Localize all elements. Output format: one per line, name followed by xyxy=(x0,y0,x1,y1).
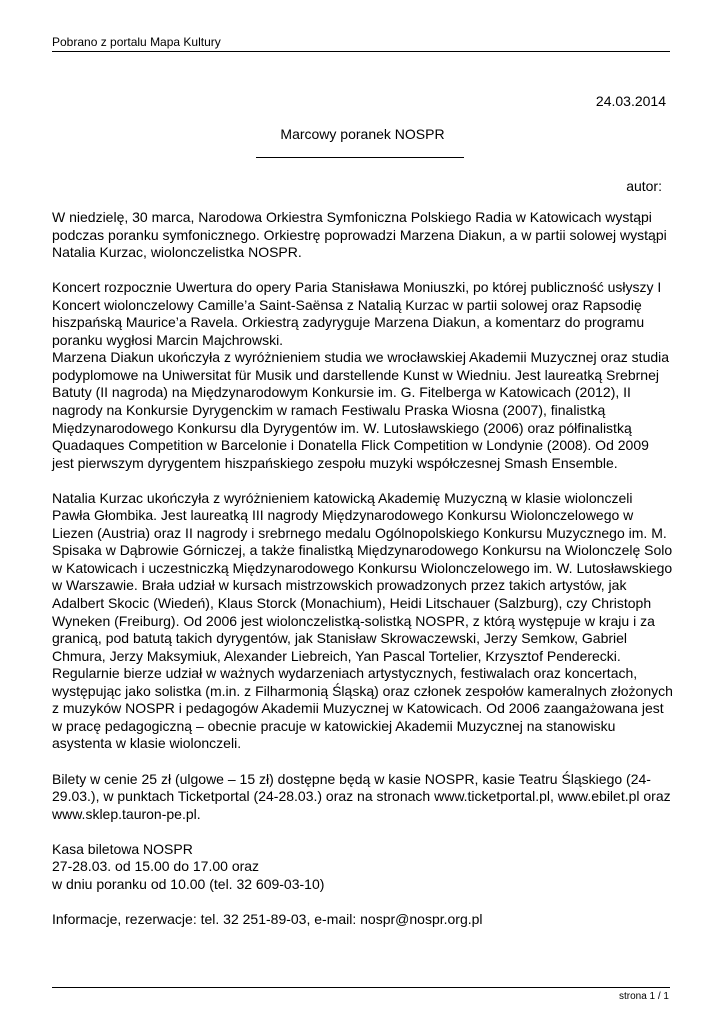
document-date: 24.03.2014 xyxy=(595,93,666,109)
page-number: strona 1 / 1 xyxy=(618,991,669,1002)
box-office-hours-line-1: 27-28.03. od 15.00 do 17.00 oraz xyxy=(52,858,260,875)
box-office-hours-line-2: w dniu poranku od 10.00 (tel. 32 609-03-10) xyxy=(52,875,325,892)
contact-info: Informacje, rezerwacje: tel. 32 251-89-03, e-mail: nospr@nospr.org.pl xyxy=(52,910,483,927)
article-body xyxy=(52,209,674,928)
paragraph-intro: W niedzielę, 30 marca, Narodowa Orkiestra Symfoniczna Polskiego Radia w Katowicach wystąpi podczas poranku symfonicznego. Orkiestrę poprowadzi Marzena Diakun, a w partii solowej wystąpi Natalia Kurzac, wiolonczelistka NOSPR. xyxy=(52,209,667,261)
footer-divider xyxy=(52,987,670,988)
paragraph-tickets: Bilety w cenie 25 zł (ulgowe – 15 zł) dostępne będą w kasie NOSPR, kasie Teatru Śląskiego (24-29.03.), w punktach Ticketportal (24-28.03.) oraz na stronach www.ticketportal.pl, www.ebilet.pl oraz www.sklep.tauron-pe.pl. xyxy=(52,770,671,822)
paragraph-soloist-bio: Natalia Kurzac ukończyła z wyróżnieniem katowicką Akademię Muzyczną w klasie wiolonczeli Pawła Głombika. Jest laureatką III nagrody Międzynarodowego Konkursu Wiolonczelowego w Liezen (Austria) oraz II nagrody i srebrnego medalu Ogólnopolskiego Konkursu Muzycznego im. M. Spisaka w Dąbrowie Górniczej, a także finalistką Międzynarodowego Konkursu na Wiolonczelę Solo w Katowicach i uczestniczką Międzynarodowego Konkursu Wiolonczelowego im. W. Lutosławskiego w Warszawie. Brała udział w kursach mistrzowskich prowadzonych przez takich artystów, jak Adalbert Skocic (Wiedeń), Klaus Storck (Monachium), Heidi Litschauer (Salzburg), czy Christoph Wyneken (Freiburg). Od 2006 jest wiolonczelistką-solistką NOSPR, z którą występuje w kraju i za granicą, pod batutą takich dyrygentów, jak Stanisław Skrowaczewski, Jerzy Semkow, Gabriel Chmura, Jerzy Maksymiuk, Alexander Liebreich, Yan Pascal Tortelier, Krzysztof Penderecki. Regularnie bierze udział w ważnych wydarzeniach artystycznych, festiwalach oraz koncertach, występując jako solistka (m.in. z Filharmonią Śląską) oraz członek zespołów kameralnych złożonych z muzyków NOSPR i pedagogów Akademii Muzycznej w Katowicach. Od 2006 zaangażowana jest w pracę pedagogiczną – obecnie pracuje w katowickiej Akademii Muzycznej na stanowisku asystenta w klasie wiolonczeli. xyxy=(52,489,673,752)
title-underline xyxy=(256,157,464,158)
author-label: autor: xyxy=(626,178,662,194)
paragraph-program: Koncert rozpocznie Uwertura do opery Paria Stanisława Moniuszki, po której publiczność usłyszy I Koncert wiolonczelowy Camille’a Saint-Saënsa z Natalią Kurzac w partii solowej oraz Rapsodię hiszpańską Maurice’a Ravela. Orkiestrą zadyryguje Marzena Diakun, a komentarz do programu poranku wygłosi Marcin Majchrowski. xyxy=(52,279,662,348)
header-divider xyxy=(52,51,670,52)
document-title: Marcowy poranek NOSPR xyxy=(280,126,445,142)
header-source-text: Pobrano z portalu Mapa Kultury xyxy=(52,35,221,49)
paragraph-conductor-bio: Marzena Diakun ukończyła z wyróżnieniem studia we wrocławskiej Akademii Muzycznej oraz studia podyplomowe na Uniwersitat für Musik und darstellende Kunst w Wiedniu. Jest laureatką Srebrnej Batuty (II nagroda) na Międzynarodowym Konkursie im. G. Fitelberga w Katowicach (2012), II nagrody na Konkursie Dyrygenckim w ramach Festiwalu Praska Wiosna (2007), finalistką Międzynarodowego Konkursu dla Dyrygentów im. W. Lutosławskiego (2006) oraz półfinalistką Quadaques Competition w Barcelonie i Donatella Flick Competition w Londynie (2008). Od 2009 jest pierwszym dyrygentem hiszpańskiego zespołu muzyki współczesnej Smash Ensemble. xyxy=(52,349,670,471)
box-office-title: Kasa biletowa NOSPR xyxy=(52,840,193,857)
box-office-block xyxy=(52,841,674,894)
